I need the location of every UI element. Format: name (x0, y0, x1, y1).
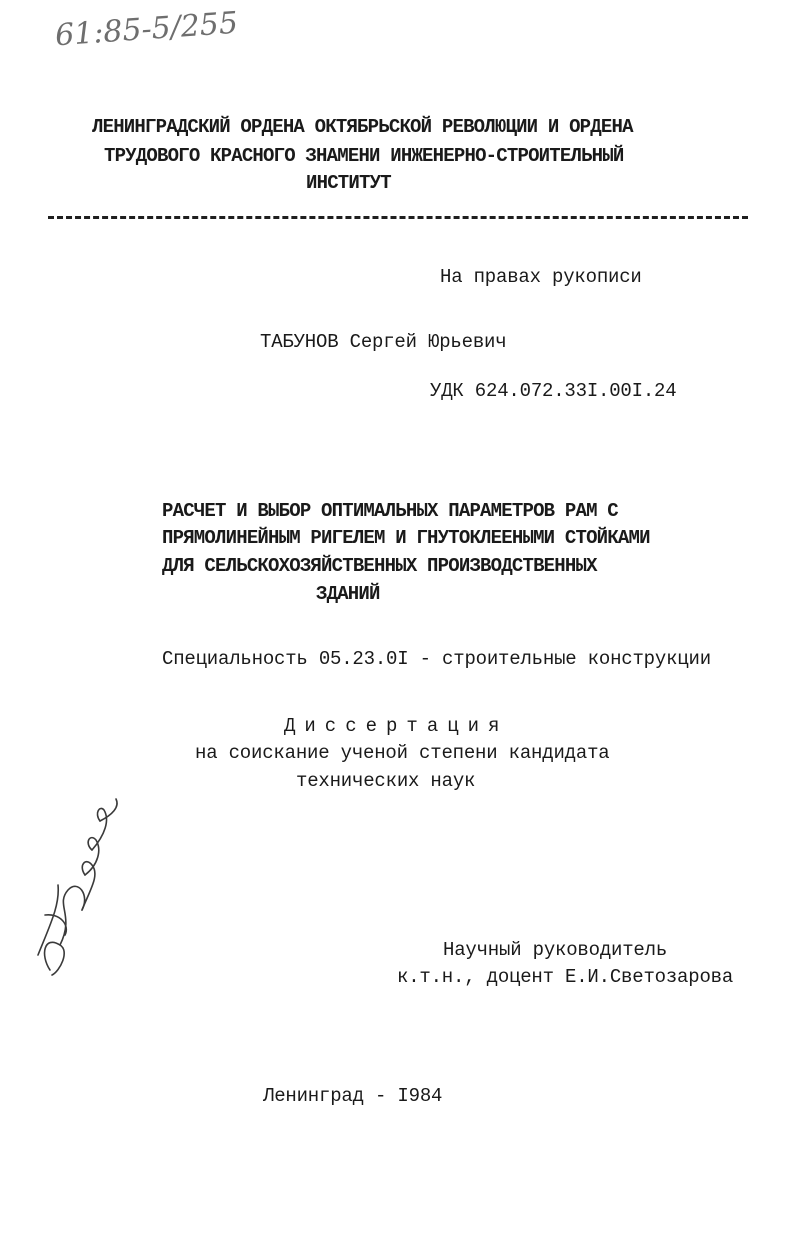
title-line-1: РАСЧЕТ И ВЫБОР ОПТИМАЛЬНЫХ ПАРАМЕТРОВ РАМ С (162, 500, 618, 522)
title-line-2: ПРЯМОЛИНЕЙНЫМ РИГЕЛЕМ И ГНУТОКЛЕЕНЫМИ СТОЙКАМИ (162, 527, 650, 549)
supervisor-name: к.т.н., доцент Е.И.Светозарова (397, 966, 734, 988)
dissertation-line-2: на соискание ученой степени кандидата (195, 742, 610, 764)
udc-code: УДК 624.072.33I.00I.24 (430, 380, 677, 402)
dissertation-heading: Диссертация (284, 715, 509, 737)
institution-line-3: ИНСТИТУТ (306, 172, 391, 194)
author-signature (30, 795, 140, 985)
title-line-4: ЗДАНИЙ (316, 583, 380, 605)
institution-line-2: ТРУДОВОГО КРАСНОГО ЗНАМЕНИ ИНЖЕНЕРНО-СТРОИТЕЛЬНЫЙ (104, 145, 624, 167)
author-name: ТАБУНОВ Сергей Юрьевич (260, 331, 507, 353)
institution-line-1: ЛЕНИНГРАДСКИЙ ОРДЕНА ОКТЯБРЬСКОЙ РЕВОЛЮЦИИ И ОРДЕНА (92, 116, 633, 138)
city-year: Ленинград - I984 (263, 1085, 443, 1107)
manuscript-rights: На правах рукописи (440, 266, 642, 288)
specialty: Специальность 05.23.0I - строительные конструкции (162, 648, 711, 670)
header-divider (48, 216, 748, 219)
title-line-3: ДЛЯ СЕЛЬСКОХОЗЯЙСТВЕННЫХ ПРОИЗВОДСТВЕННЫХ (162, 555, 597, 577)
archive-note: 61:85-5/255 (54, 5, 240, 54)
dissertation-line-3: технических наук (296, 770, 476, 792)
supervisor-label: Научный руководитель (443, 939, 668, 961)
